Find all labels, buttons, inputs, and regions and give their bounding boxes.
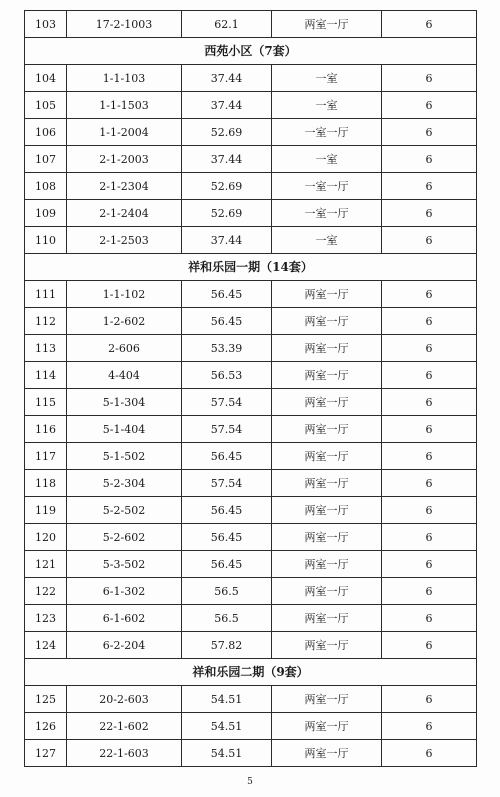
table-row [25,686,477,713]
section-title: 祥和乐园二期（9套） [25,659,477,686]
unit-number-cell: 2-1-2404 [67,200,182,227]
row-number-cell: 119 [25,497,67,524]
area-cell: 56.5 [182,605,272,632]
layout-cell: 两室一厅 [272,524,382,551]
table-row [25,713,477,740]
row-number-cell: 107 [25,146,67,173]
table-row [25,227,477,254]
table-row [25,200,477,227]
unit-number-cell: 6-1-302 [67,578,182,605]
layout-cell: 一室 [272,227,382,254]
unit-number-cell: 1-1-1503 [67,92,182,119]
table-row [25,632,477,659]
count-cell: 6 [382,65,477,92]
row-number-cell: 117 [25,443,67,470]
table-row [25,578,477,605]
area-cell: 52.69 [182,173,272,200]
layout-cell: 两室一厅 [272,497,382,524]
count-cell: 6 [382,281,477,308]
count-cell: 6 [382,605,477,632]
unit-number-cell: 5-3-502 [67,551,182,578]
count-cell: 6 [382,416,477,443]
section-title: 西苑小区（7套） [25,38,477,65]
table-row [25,65,477,92]
row-number-cell: 105 [25,92,67,119]
table-row [25,173,477,200]
unit-number-cell: 22-1-603 [67,740,182,767]
count-cell: 6 [382,713,477,740]
row-number-cell: 122 [25,578,67,605]
table-row [25,416,477,443]
page-number: 5 [247,777,253,787]
layout-cell: 两室一厅 [272,308,382,335]
unit-number-cell: 1-1-2004 [67,119,182,146]
unit-number-cell: 1-2-602 [67,308,182,335]
table-row [25,443,477,470]
row-number-cell: 113 [25,335,67,362]
row-number-cell: 108 [25,173,67,200]
layout-cell: 两室一厅 [272,389,382,416]
area-cell: 57.54 [182,470,272,497]
unit-number-cell: 22-1-602 [67,713,182,740]
layout-cell: 一室一厅 [272,173,382,200]
count-cell: 6 [382,227,477,254]
layout-cell: 两室一厅 [272,11,382,38]
table-row [25,281,477,308]
count-cell: 6 [382,524,477,551]
area-cell: 56.5 [182,578,272,605]
unit-number-cell: 5-1-502 [67,443,182,470]
unit-number-cell: 1-1-103 [67,65,182,92]
count-cell: 6 [382,551,477,578]
count-cell: 6 [382,443,477,470]
area-cell: 54.51 [182,686,272,713]
layout-cell: 两室一厅 [272,335,382,362]
row-number-cell: 115 [25,389,67,416]
unit-number-cell: 5-1-304 [67,389,182,416]
table-row [25,389,477,416]
housing-table-body [25,11,477,767]
row-number-cell: 111 [25,281,67,308]
table-row [25,146,477,173]
layout-cell: 两室一厅 [272,443,382,470]
layout-cell: 两室一厅 [272,686,382,713]
area-cell: 62.1 [182,11,272,38]
count-cell: 6 [382,119,477,146]
row-number-cell: 120 [25,524,67,551]
layout-cell: 一室 [272,92,382,119]
layout-cell: 两室一厅 [272,713,382,740]
count-cell: 6 [382,362,477,389]
area-cell: 37.44 [182,92,272,119]
unit-number-cell: 17-2-1003 [67,11,182,38]
area-cell: 54.51 [182,713,272,740]
area-cell: 37.44 [182,146,272,173]
area-cell: 56.45 [182,308,272,335]
area-cell: 53.39 [182,335,272,362]
count-cell: 6 [382,578,477,605]
count-cell: 6 [382,497,477,524]
unit-number-cell: 5-2-502 [67,497,182,524]
row-number-cell: 104 [25,65,67,92]
row-number-cell: 112 [25,308,67,335]
table-row [25,740,477,767]
count-cell: 6 [382,632,477,659]
table-row [25,470,477,497]
count-cell: 6 [382,740,477,767]
count-cell: 6 [382,146,477,173]
layout-cell: 两室一厅 [272,551,382,578]
unit-number-cell: 4-404 [67,362,182,389]
row-number-cell: 124 [25,632,67,659]
unit-number-cell: 6-1-602 [67,605,182,632]
table-row [25,605,477,632]
area-cell: 52.69 [182,119,272,146]
area-cell: 56.45 [182,281,272,308]
unit-number-cell: 2-1-2503 [67,227,182,254]
layout-cell: 两室一厅 [272,578,382,605]
table-row [25,308,477,335]
unit-number-cell: 20-2-603 [67,686,182,713]
row-number-cell: 103 [25,11,67,38]
row-number-cell: 121 [25,551,67,578]
count-cell: 6 [382,470,477,497]
table-row [25,497,477,524]
row-number-cell: 118 [25,470,67,497]
count-cell: 6 [382,11,477,38]
unit-number-cell: 6-2-204 [67,632,182,659]
unit-number-cell: 5-2-602 [67,524,182,551]
housing-table [24,10,477,767]
layout-cell: 两室一厅 [272,362,382,389]
row-number-cell: 106 [25,119,67,146]
unit-number-cell: 2-1-2304 [67,173,182,200]
layout-cell: 一室一厅 [272,200,382,227]
section-header-row [25,659,477,686]
layout-cell: 两室一厅 [272,605,382,632]
count-cell: 6 [382,389,477,416]
table-row [25,335,477,362]
layout-cell: 两室一厅 [272,416,382,443]
row-number-cell: 116 [25,416,67,443]
row-number-cell: 126 [25,713,67,740]
area-cell: 56.45 [182,497,272,524]
layout-cell: 两室一厅 [272,740,382,767]
table-row [25,92,477,119]
area-cell: 56.45 [182,551,272,578]
unit-number-cell: 5-1-404 [67,416,182,443]
area-cell: 57.82 [182,632,272,659]
area-cell: 37.44 [182,65,272,92]
table-row [25,119,477,146]
layout-cell: 一室一厅 [272,119,382,146]
layout-cell: 两室一厅 [272,632,382,659]
section-header-row [25,38,477,65]
layout-cell: 一室 [272,146,382,173]
row-number-cell: 109 [25,200,67,227]
count-cell: 6 [382,686,477,713]
area-cell: 54.51 [182,740,272,767]
area-cell: 57.54 [182,416,272,443]
count-cell: 6 [382,173,477,200]
table-row [25,524,477,551]
section-title: 祥和乐园一期（14套） [25,254,477,281]
count-cell: 6 [382,335,477,362]
unit-number-cell: 1-1-102 [67,281,182,308]
layout-cell: 一室 [272,65,382,92]
row-number-cell: 123 [25,605,67,632]
table-row [25,551,477,578]
row-number-cell: 127 [25,740,67,767]
area-cell: 37.44 [182,227,272,254]
area-cell: 56.45 [182,524,272,551]
unit-number-cell: 5-2-304 [67,470,182,497]
table-row [25,11,477,38]
layout-cell: 两室一厅 [272,470,382,497]
layout-cell: 两室一厅 [272,281,382,308]
count-cell: 6 [382,200,477,227]
area-cell: 56.45 [182,443,272,470]
row-number-cell: 125 [25,686,67,713]
count-cell: 6 [382,308,477,335]
area-cell: 57.54 [182,389,272,416]
area-cell: 52.69 [182,200,272,227]
count-cell: 6 [382,92,477,119]
unit-number-cell: 2-606 [67,335,182,362]
row-number-cell: 110 [25,227,67,254]
area-cell: 56.53 [182,362,272,389]
section-header-row [25,254,477,281]
unit-number-cell: 2-1-2003 [67,146,182,173]
row-number-cell: 114 [25,362,67,389]
table-row [25,362,477,389]
